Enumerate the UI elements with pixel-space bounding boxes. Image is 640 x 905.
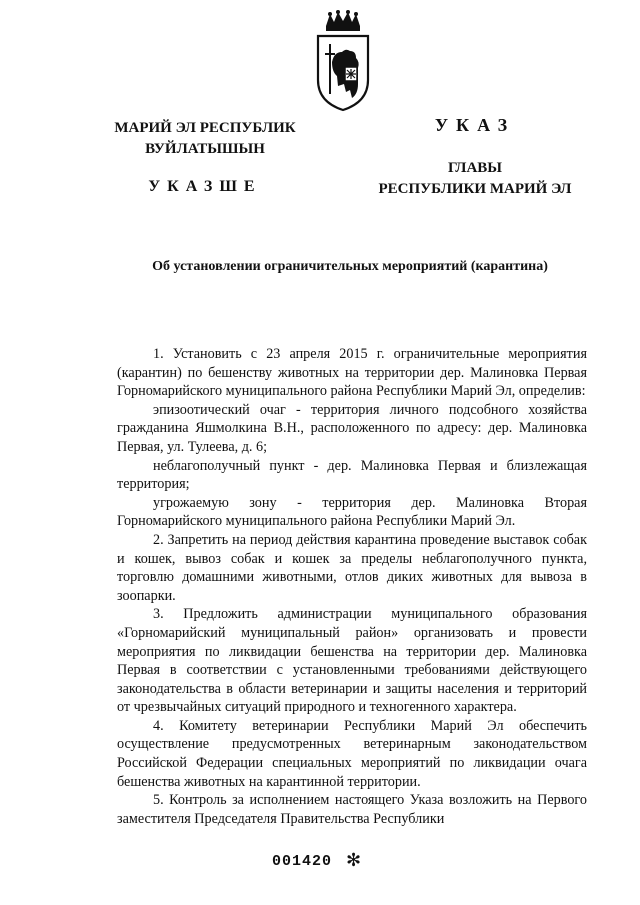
asterisk-mark: ✻ [346, 850, 362, 871]
header-left-ukazshe: УКАЗШЕ [148, 178, 262, 195]
decree-title: Об установлении ограничительных мероприятий (карантина) [152, 259, 548, 274]
header-right-ukaz: УКАЗ [434, 115, 516, 135]
paragraph-1b: неблагополучный пункт - дер. Малиновка Первая и близлежащая территория; [117, 457, 587, 493]
header-right-line2: РЕСПУБЛИКИ МАРИЙ ЭЛ [378, 181, 572, 197]
header-left-mari [100, 118, 310, 197]
paragraph-3: 3. Предложить администрации муниципального образования «Горномарийский муниципальный район» организовать и провести мероприятия по ликвидации бешенства на территории дер. Малиновка Первая в соответствии с установленными требованиями действующего законодательства в области ветеринарии и защиты населения и территорий от чрезвычайных ситуаций природного и техногенного характера. [117, 606, 587, 716]
header-left-line2: ВУЙЛАТЫШЫН [145, 141, 265, 157]
paragraph-1c: угрожаемую зону - территория дер. Малиновка Вторая Горномарийского муниципального района Республики Марий Эл. [117, 494, 587, 530]
header-right-russian [360, 115, 590, 200]
coat-of-arms-icon [312, 10, 374, 114]
paragraph-4: 4. Комитету ветеринарии Республики Марий Эл обеспечить осуществление предусмотренных ветеринарным законодательством Российской Федерации специальных мероприятий по ликвидации очага бешенства животных на карантинной территории. [117, 717, 587, 790]
paragraph-1: 1. Установить с 23 апреля 2015 г. ограничительные мероприятия (карантин) по бешенству животных на территории дер. Малиновка Первая Горномарийского муниципального района Республики Марий Эл, определив: [117, 346, 587, 400]
document-number: 001420 [272, 853, 333, 870]
header-left-line1: МАРИЙ ЭЛ РЕСПУБЛИК [114, 120, 296, 136]
header-right-line1: ГЛАВЫ [447, 160, 503, 176]
paragraph-2: 2. Запретить на период действия карантина проведение выставок собак и кошек, вывоз собак и кошек за пределы неблагополучного пункта, торговлю домашними животными, отлов диких животных для вывоза в зоопарки. [117, 531, 587, 604]
decree-body [117, 345, 587, 828]
paragraph-1a: эпизоотический очаг - территория личного подсобного хозяйства гражданина Яшмолкина В.Н., расположенного по адресу: дер. Малиновка Первая, ул. Тулеева, д. 6; [117, 401, 587, 455]
paragraph-5: 5. Контроль за исполнением настоящего Указа возложить на Первого заместителя Председателя Правительства Республики [117, 792, 587, 827]
